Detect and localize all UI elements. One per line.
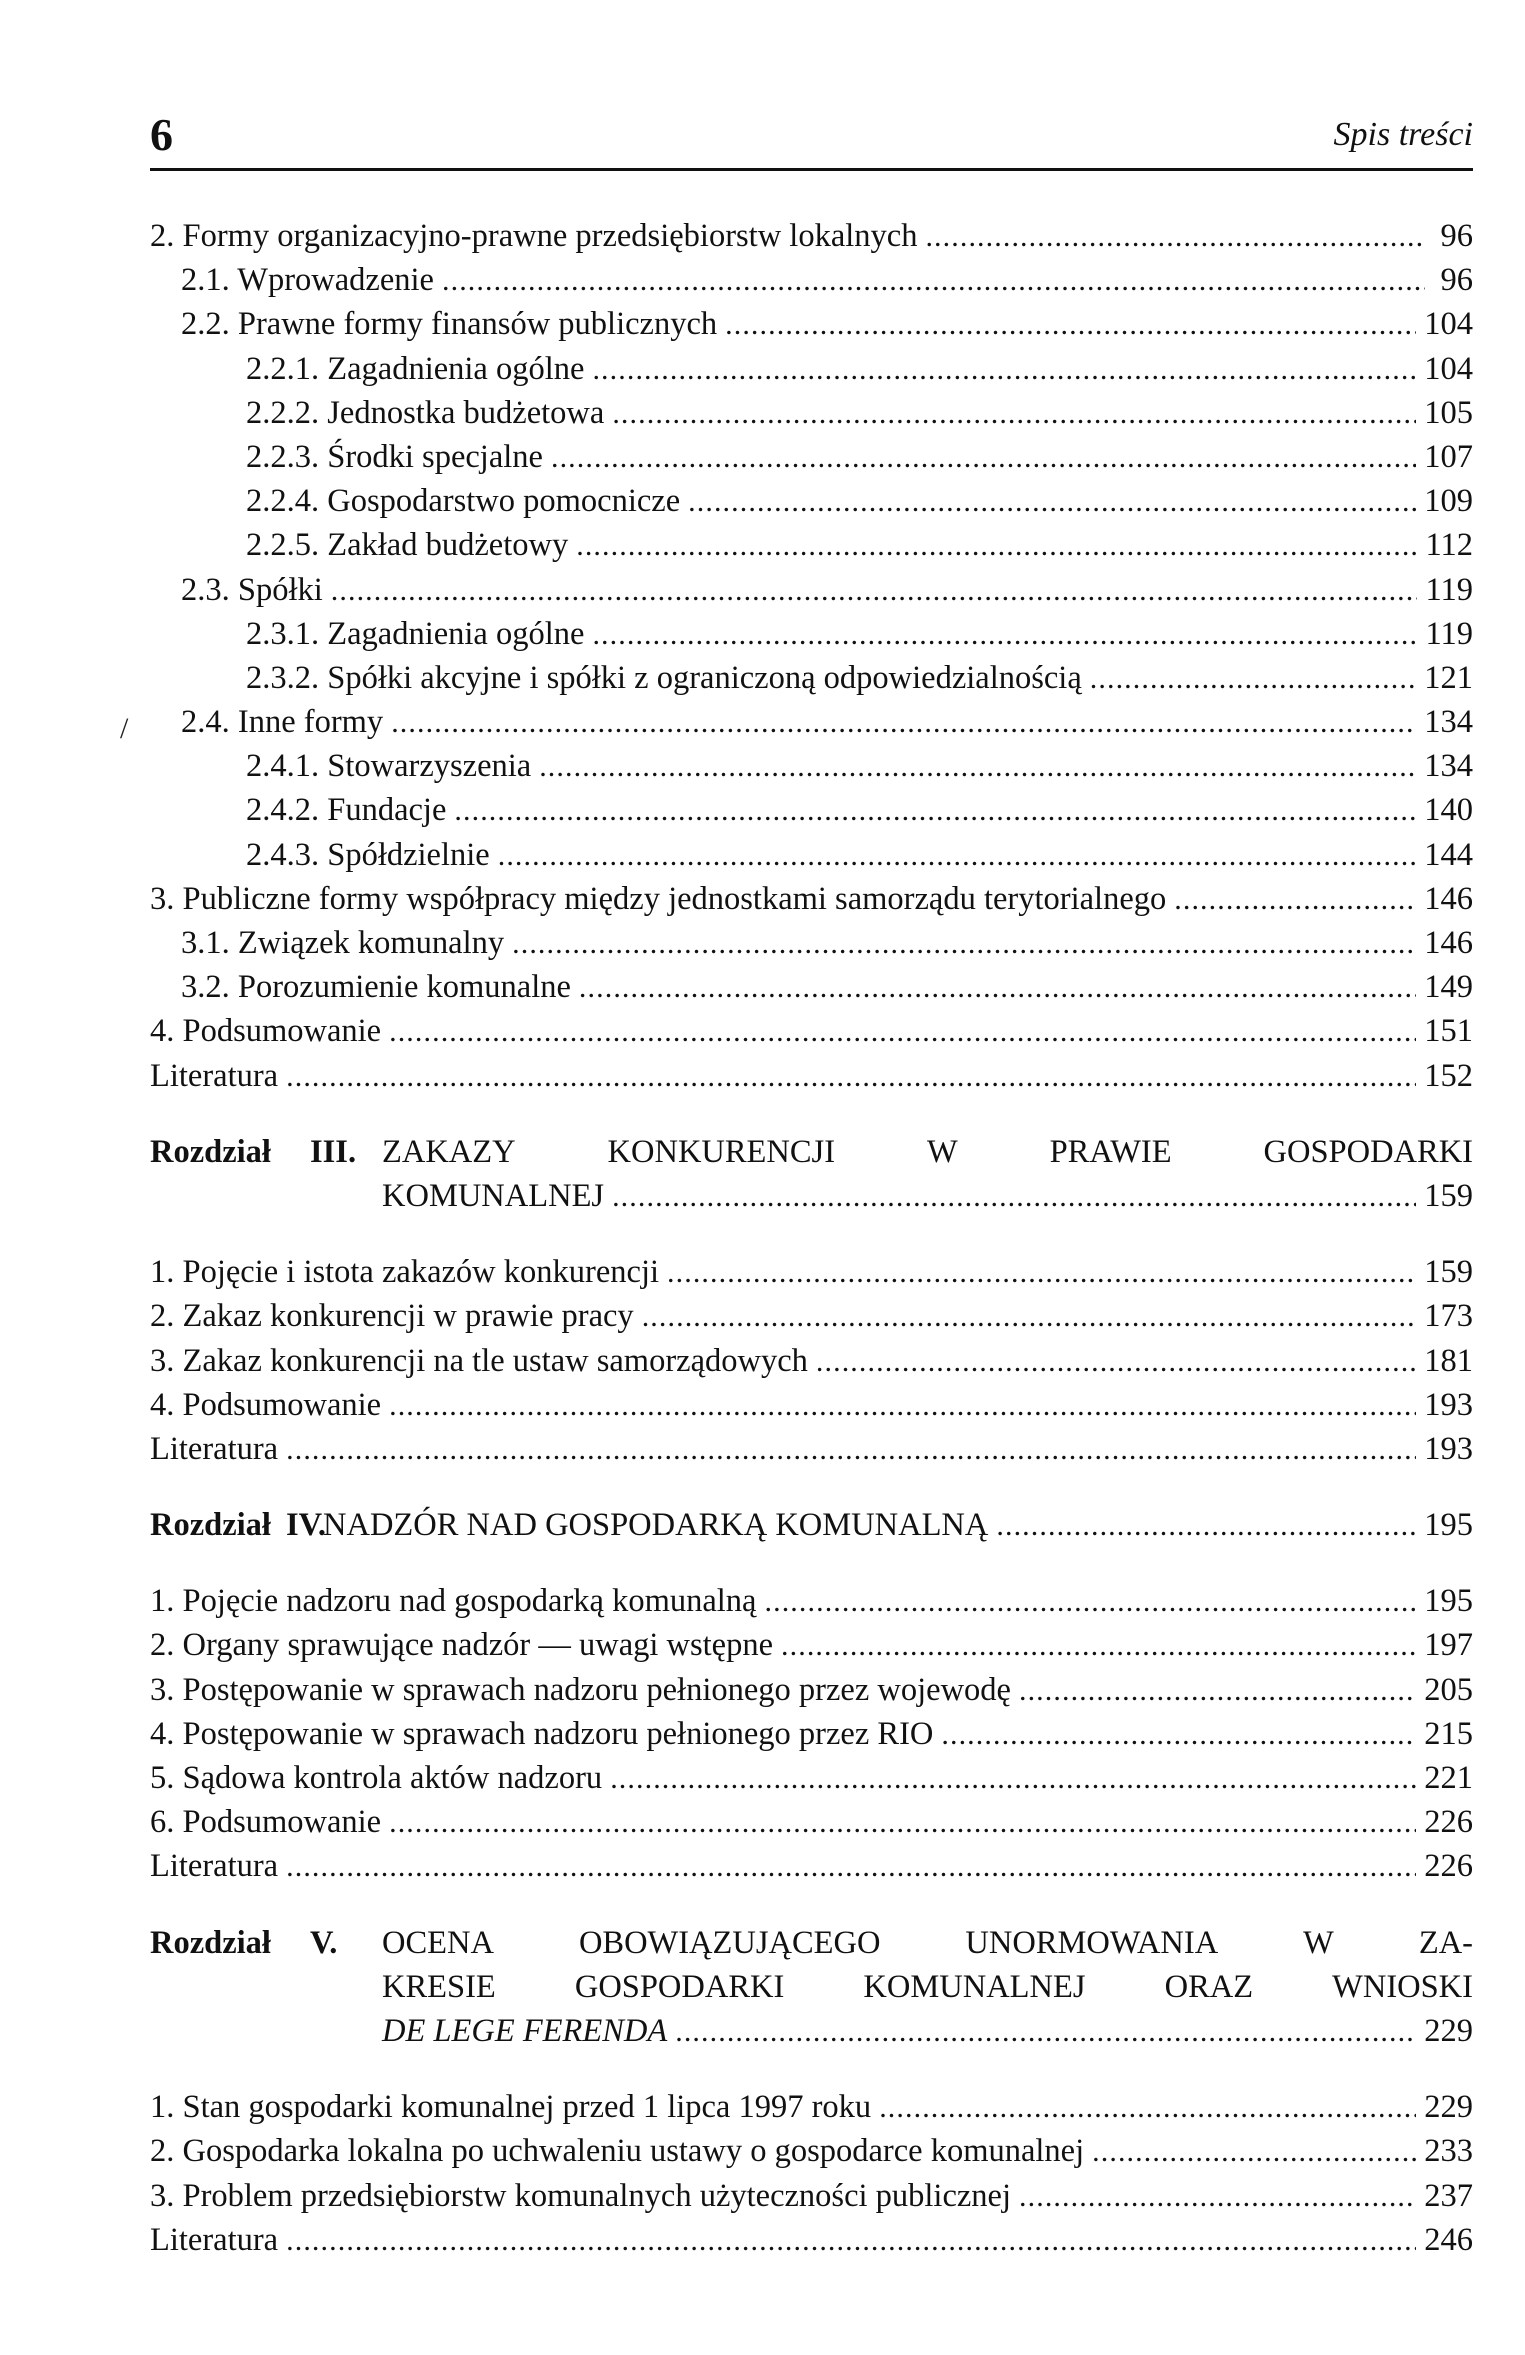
page-ref: 181 — [1424, 1342, 1473, 1379]
page-ref: 96 — [1440, 262, 1473, 299]
page-ref: 134 — [1424, 748, 1473, 785]
entry-title: 3. Postępowanie w sprawach nadzoru pełnionego przez wojewodę — [150, 1671, 1011, 1708]
page-ref: 159 — [1424, 1254, 1473, 1291]
page-ref: 226 — [1424, 1804, 1473, 1841]
page-ref: 205 — [1424, 1671, 1473, 1708]
entry-title: 3.2. Porozumienie komunalne — [181, 969, 571, 1006]
page-ref: 173 — [1424, 1298, 1473, 1335]
entry-title: 2.2.3. Środki specjalne — [246, 438, 543, 475]
page-ref: 144 — [1424, 836, 1473, 873]
toc-entry — [150, 656, 1473, 700]
toc-entry — [150, 568, 1473, 612]
page-ref: 119 — [1425, 615, 1473, 652]
title-word: W — [926, 1133, 958, 1170]
toc-entry — [150, 214, 1473, 258]
toc-entry — [150, 1250, 1473, 1294]
toc-entry — [150, 479, 1473, 523]
chapter-label: Rozdział — [150, 1924, 271, 1961]
toc-entry — [150, 612, 1473, 656]
entry-title: 2.2.4. Gospodarstwo pomocnicze — [246, 483, 681, 520]
entry-title: 4. Postępowanie w sprawach nadzoru pełnionego przez RIO — [150, 1715, 934, 1752]
toc-entry — [150, 833, 1473, 877]
page-ref: 226 — [1424, 1848, 1473, 1885]
chapter-title-line — [382, 1130, 1473, 1174]
page-ref: 151 — [1424, 1013, 1473, 1050]
entry-title: 1. Pojęcie nadzoru nad gospodarką komunalną — [150, 1583, 757, 1620]
toc-entry — [150, 788, 1473, 832]
entry-title: 2.3.1. Zagadnienia ogólne — [246, 615, 585, 652]
chapter-3-heading-cont — [150, 1174, 1473, 1218]
toc-entry — [150, 965, 1473, 1009]
chapter-title: DE LEGE FERENDA — [382, 2012, 668, 2049]
title-word: UNORMOWANIA — [965, 1924, 1219, 1961]
toc-entry — [150, 1844, 1473, 1888]
toc-entry — [150, 302, 1473, 346]
entry-title: 2. Organy sprawujące nadzór — uwagi wstępne — [150, 1627, 774, 1664]
toc-entry — [150, 435, 1473, 479]
title-word: ZAKAZY — [382, 1133, 516, 1170]
toc-entry — [150, 1339, 1473, 1383]
toc-entry — [150, 1668, 1473, 1712]
title-word: PRAWIE — [1049, 1133, 1172, 1170]
page-ref: 149 — [1424, 969, 1473, 1006]
entry-title: 2.2.1. Zagadnienia ogólne — [246, 350, 585, 387]
toc-entry — [150, 1294, 1473, 1338]
page-ref: 134 — [1424, 704, 1473, 741]
entry-title: 2.2. Prawne formy finansów publicznych — [181, 306, 718, 343]
toc-entry — [150, 1712, 1473, 1756]
page-header — [150, 108, 1473, 168]
page-ref: 104 — [1424, 306, 1473, 343]
entry-title: 3.1. Związek komunalny — [181, 925, 505, 961]
toc-entry — [150, 744, 1473, 788]
entry-title: 2.3. Spółki — [181, 571, 323, 608]
entry-title: 2.4. Inne formy — [181, 704, 384, 741]
page-ref: 105 — [1424, 394, 1473, 431]
toc-entry — [150, 523, 1473, 567]
chapter-4-heading — [150, 1503, 1473, 1547]
page-ref: 195 — [1424, 1507, 1473, 1544]
toc-entry — [150, 2174, 1473, 2218]
page-ref: 195 — [1424, 1583, 1473, 1620]
chapter-number: III. — [310, 1133, 357, 1170]
margin-mark: / — [120, 712, 129, 745]
chapter-3-heading — [150, 1130, 1473, 1174]
page-ref: 237 — [1424, 2177, 1473, 2214]
page-ref: 215 — [1424, 1715, 1473, 1752]
page-ref: 193 — [1424, 1386, 1473, 1423]
entry-title: 3. Problem przedsiębiorstw komunalnych użyteczności publicznej — [150, 2177, 1012, 2214]
entry-title: 6. Podsumowanie — [150, 1804, 382, 1841]
entry-title: 2.1. Wprowadzenie — [181, 262, 434, 299]
page-ref: 140 — [1424, 792, 1473, 829]
toc-entry — [150, 391, 1473, 435]
entry-title: 2.2.2. Jednostka budżetowa — [246, 394, 605, 431]
entry-title: 5. Sądowa kontrola aktów nadzoru — [150, 1760, 603, 1796]
toc-entry — [150, 877, 1473, 921]
entry-title: 2. Gospodarka lokalna po uchwaleniu ustawy o gospodarce komunalnej — [150, 2133, 1085, 2170]
running-title: Spis treści — [1333, 116, 1473, 153]
title-word: ORAZ — [1164, 1968, 1254, 2005]
toc-entry — [150, 1623, 1473, 1667]
page-ref: 107 — [1424, 438, 1473, 475]
page-ref: 229 — [1424, 2012, 1473, 2049]
title-word: KOMUNALNEJ — [863, 1968, 1086, 2005]
entry-title: 1. Pojęcie i istota zakazów konkurencji — [150, 1254, 660, 1291]
page-ref: 112 — [1425, 527, 1473, 564]
page-number: 6 — [150, 109, 173, 160]
title-word: KRESIE — [382, 1968, 496, 2005]
entry-title: 2.2.5. Zakład budżetowy — [246, 527, 569, 564]
title-word: OCENA — [382, 1924, 494, 1961]
page-ref: 146 — [1424, 925, 1473, 961]
page-ref: 233 — [1424, 2133, 1473, 2170]
entry-title: 4. Podsumowanie — [150, 1013, 382, 1050]
toc-entry — [150, 700, 1473, 744]
title-word: GOSPODARKI — [574, 1968, 785, 2005]
chapter-title-line — [382, 1921, 1473, 1965]
title-word: ZA- — [1418, 1924, 1473, 1961]
page-ref: 121 — [1424, 659, 1473, 696]
entry-title: 3. Publiczne formy współpracy między jednostkami samorządu terytorialnego — [150, 880, 1167, 917]
chapter-5-heading-cont2 — [150, 2009, 1473, 2053]
title-word: KONKURENCJI — [607, 1133, 836, 1170]
chapter-title: NADZÓR NAD GOSPODARKĄ KOMUNALNĄ — [323, 1507, 989, 1544]
toc-entry — [150, 1427, 1473, 1471]
toc-entry — [150, 1800, 1473, 1844]
page-ref: 159 — [1424, 1177, 1473, 1214]
entry-title: 2. Zakaz konkurencji w prawie pracy — [150, 1298, 634, 1335]
title-word: W — [1303, 1924, 1334, 1961]
page-ref: 246 — [1424, 2221, 1473, 2258]
entry-title: 2.4.3. Spółdzielnie — [246, 836, 490, 873]
toc-entry — [150, 1383, 1473, 1427]
chapter-number: IV. — [286, 1507, 327, 1544]
page-ref: 119 — [1425, 571, 1473, 608]
chapter-5-entries — [150, 2085, 1473, 2262]
header-rule — [150, 168, 1473, 171]
entry-title: 3. Zakaz konkurencji na tle ustaw samorządowych — [150, 1342, 808, 1379]
toc-entry — [150, 1054, 1473, 1098]
page-ref: 229 — [1424, 2089, 1473, 2126]
toc-entry — [150, 1756, 1473, 1800]
entry-title: Literatura — [150, 1848, 279, 1885]
title-word: WNIOSKI — [1332, 1968, 1473, 2005]
table-of-contents — [150, 214, 1473, 2262]
entry-title: 2. Formy organizacyjno-prawne przedsiębiorstw lokalnych — [150, 218, 918, 254]
entry-title: Literatura — [150, 1057, 279, 1094]
entry-title: 4. Podsumowanie — [150, 1386, 382, 1423]
toc-entry — [150, 1009, 1473, 1053]
toc-entry — [150, 258, 1473, 302]
page-ref: 221 — [1424, 1760, 1473, 1796]
chapter-title-line — [382, 1965, 1473, 2009]
section-list — [150, 214, 1473, 1098]
chapter-3-entries — [150, 1250, 1473, 1471]
entry-title: Literatura — [150, 1430, 279, 1467]
page-ref: 96 — [1440, 218, 1473, 254]
toc-entry — [150, 2085, 1473, 2129]
chapter-5-heading-cont — [150, 1965, 1473, 2009]
entry-title: 2.4.2. Fundacje — [246, 792, 447, 829]
chapter-4-entries — [150, 1579, 1473, 1888]
toc-entry — [150, 1579, 1473, 1623]
page-ref: 197 — [1424, 1627, 1473, 1664]
page-ref: 152 — [1424, 1057, 1473, 1094]
entry-title: 2.3.2. Spółki akcyjne i spółki z ograniczoną odpowiedzialnością — [246, 659, 1082, 696]
page-ref: 104 — [1424, 350, 1473, 387]
chapter-5-heading — [150, 1921, 1473, 1965]
entry-title: 2.4.1. Stowarzyszenia — [246, 748, 532, 785]
page-ref: 146 — [1424, 880, 1473, 917]
chapter-label: Rozdział — [150, 1133, 271, 1170]
entry-title: 1. Stan gospodarki komunalnej przed 1 lipca 1997 roku — [150, 2089, 872, 2126]
toc-entry — [150, 2129, 1473, 2173]
toc-entry — [150, 921, 1473, 965]
page-ref: 109 — [1424, 483, 1473, 520]
page-ref: 193 — [1424, 1430, 1473, 1467]
chapter-label: Rozdział — [150, 1507, 271, 1544]
toc-entry — [150, 2218, 1473, 2262]
entry-title: Literatura — [150, 2221, 279, 2258]
toc-entry — [150, 347, 1473, 391]
chapter-number: V. — [310, 1924, 338, 1961]
chapter-title: KOMUNALNEJ — [382, 1177, 605, 1214]
title-word: OBOWIĄZUJĄCEGO — [578, 1924, 881, 1961]
title-word: GOSPODARKI — [1263, 1133, 1473, 1170]
